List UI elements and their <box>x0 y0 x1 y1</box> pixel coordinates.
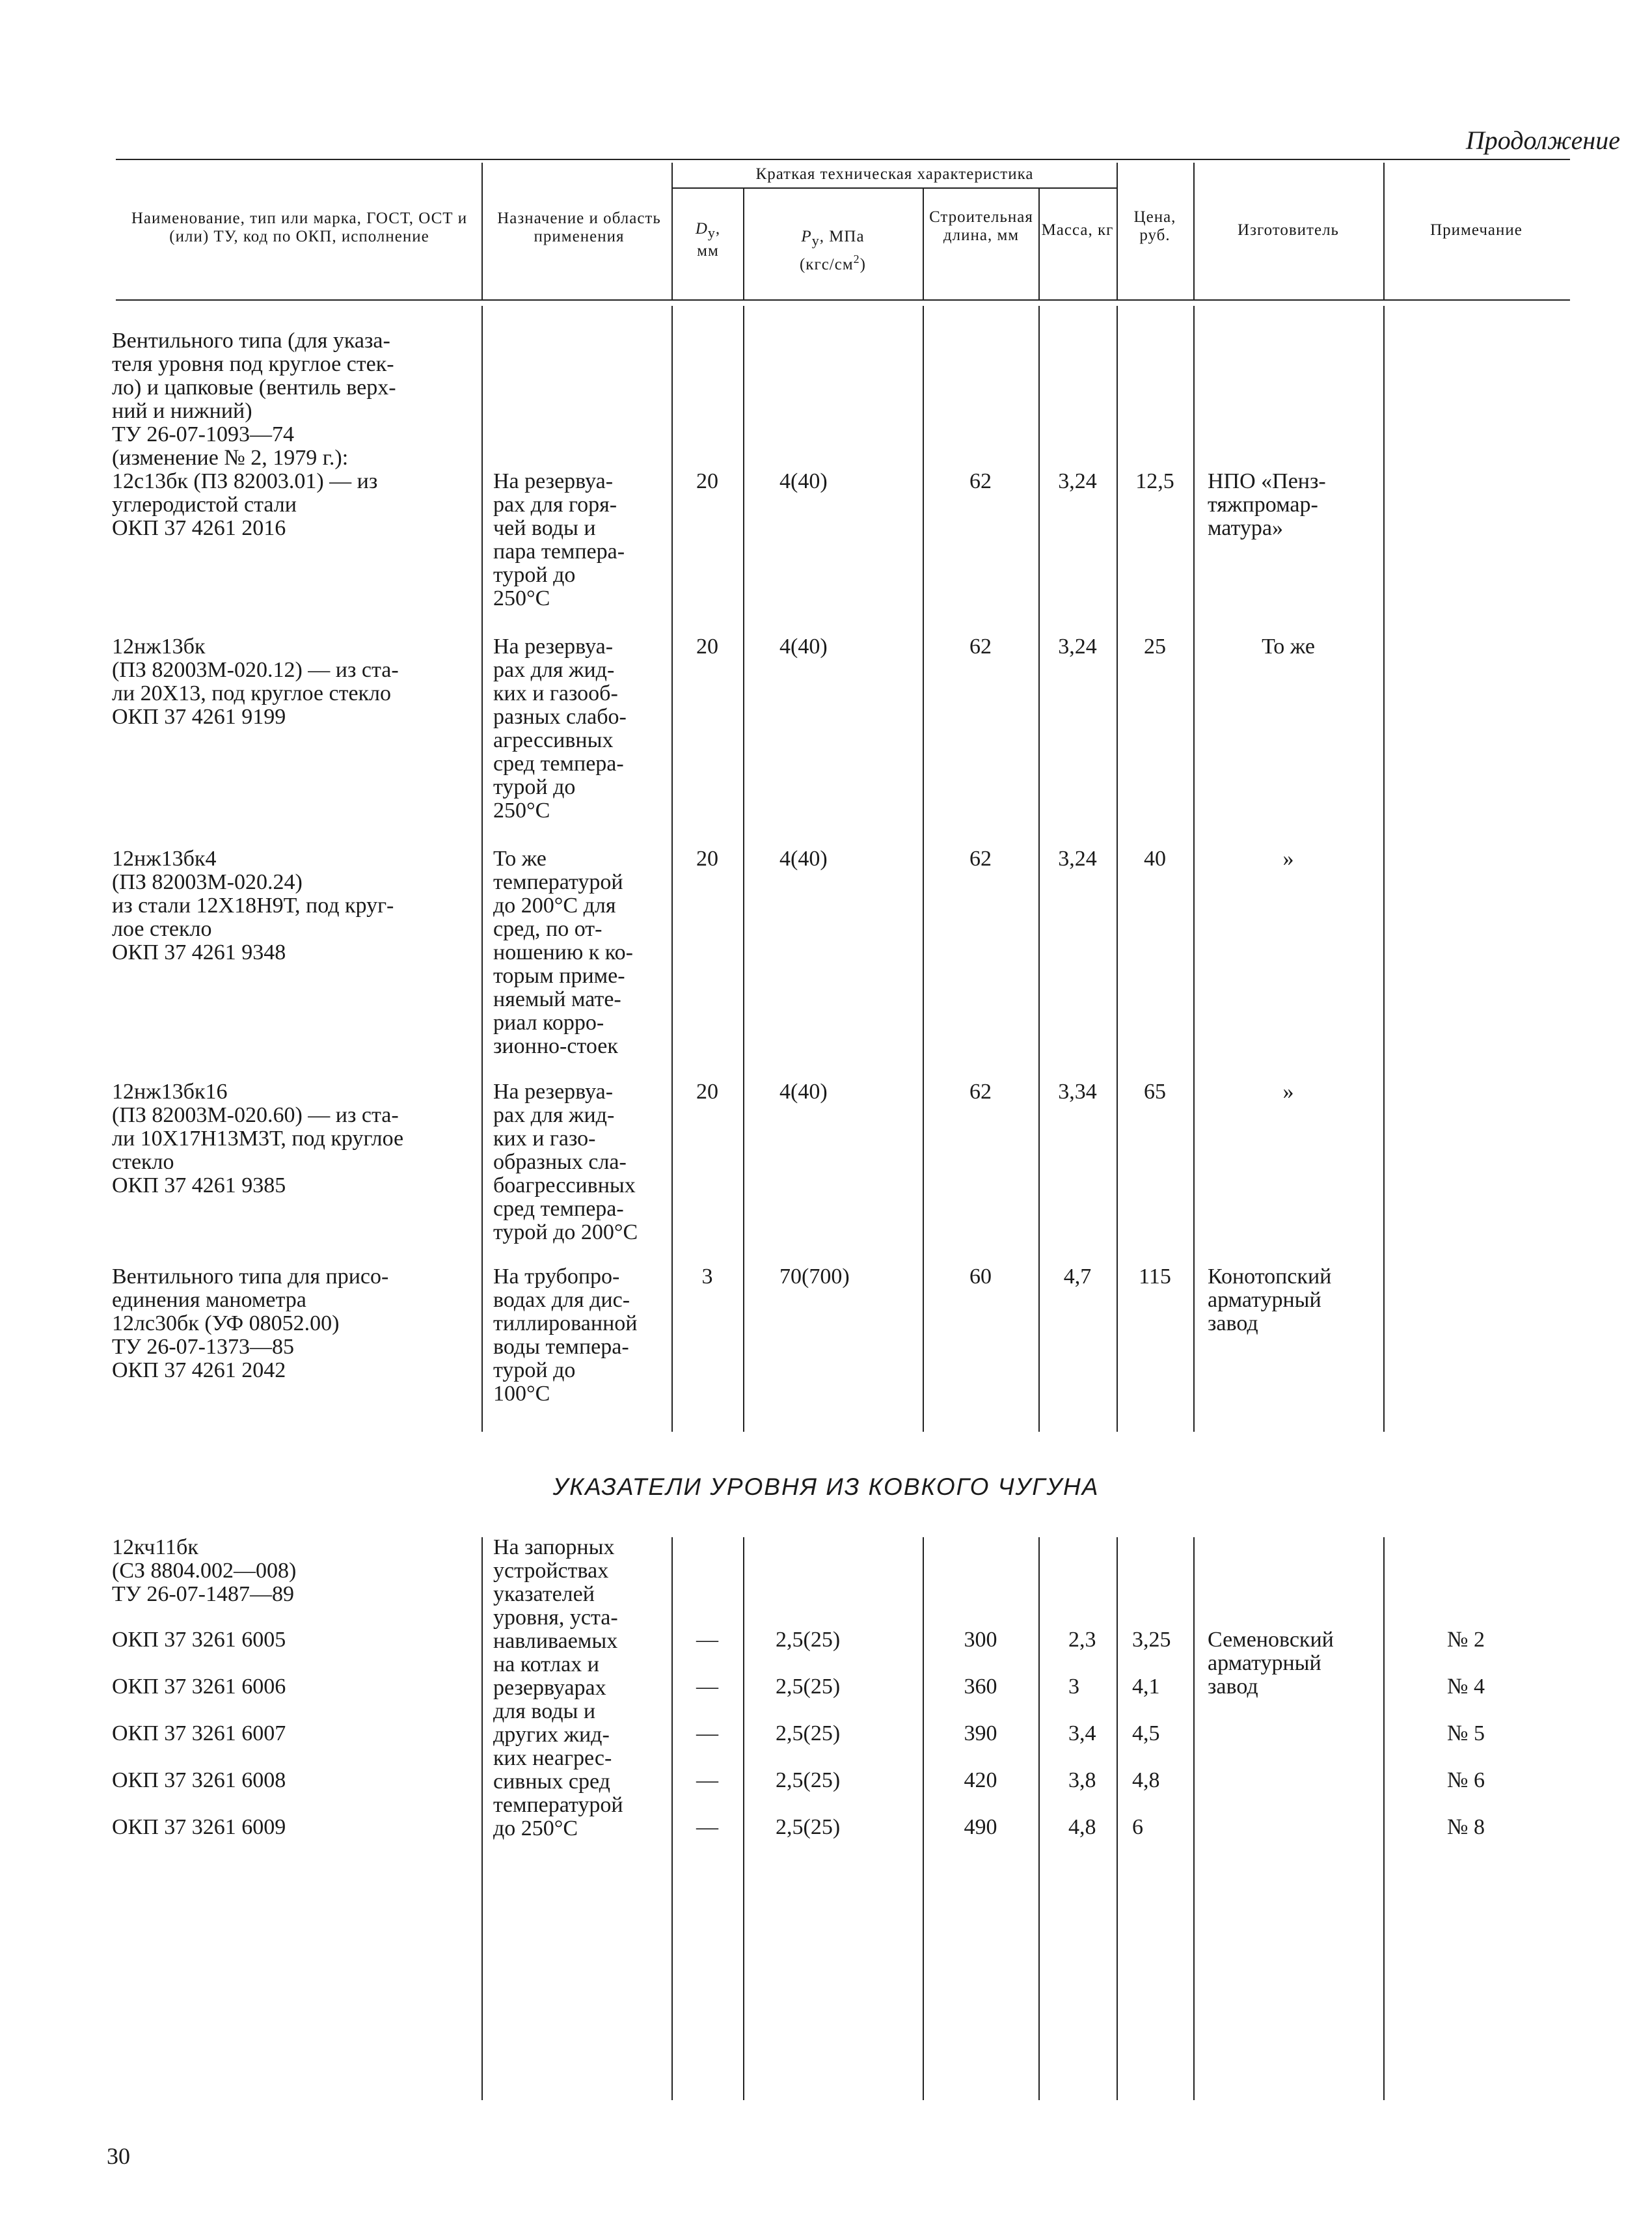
row-price: 4,1 <box>1132 1675 1160 1699</box>
row-code: ОКП 37 3261 6006 <box>112 1675 286 1699</box>
row-length: 300 <box>964 1628 997 1652</box>
row-dy: — <box>696 1721 718 1745</box>
row-maker: То же <box>1262 635 1315 659</box>
row-mass: 3 <box>1068 1675 1079 1699</box>
row-py: 2,5(25) <box>776 1628 841 1652</box>
header-mass: Масса, кг <box>1041 221 1114 239</box>
section2-purpose: На запорных устройствах указателей уровня, уста- навливаемых на котлах и резервуарах для воды и других жид- ких неагрес- сивных сред температурой до 250°С <box>493 1535 623 1840</box>
row-purpose: На резервуа- рах для жид- ких и газооб- разных слабо- агрессивных сред темпера- турой до 250°С <box>493 635 627 823</box>
row-name: 12нж13бк16 (ПЗ 82003М-020.60) — из ста- ли 10Х17Н13М3Т, под круглое стекло ОКП 37 4261 9385 <box>112 1080 404 1197</box>
row-py: 4(40) <box>779 469 828 493</box>
row-dy: — <box>696 1675 718 1699</box>
row-price: 12,5 <box>1135 469 1174 493</box>
row-length: 60 <box>969 1265 992 1289</box>
row-length: 420 <box>964 1768 997 1792</box>
row-mass: 3,24 <box>1058 635 1097 659</box>
row-code: ОКП 37 3261 6005 <box>112 1628 286 1652</box>
row-dy: — <box>696 1628 718 1652</box>
header-purpose: Назначение и область применения <box>497 210 661 245</box>
header-tech-group: Краткая техническая характеристика <box>755 165 1034 183</box>
row-mass: 3,4 <box>1068 1721 1096 1745</box>
page-number: 30 <box>107 2143 130 2169</box>
row-code: ОКП 37 3261 6008 <box>112 1768 286 1792</box>
row-mass: 4,7 <box>1063 1265 1092 1289</box>
section-title: УКАЗАТЕЛИ УРОВНЯ ИЗ КОВКОГО ЧУГУНА <box>552 1473 1100 1500</box>
row-length: 390 <box>964 1721 997 1745</box>
row-purpose: На резервуа- рах для горя- чей воды и пара темпера- турой до 250°С <box>493 469 625 610</box>
header-dy: Dу, мм <box>695 220 721 260</box>
row-note: № 5 <box>1447 1721 1485 1745</box>
row-dy: 20 <box>696 847 718 871</box>
row-length: 360 <box>964 1675 997 1699</box>
header-length: Строительная длина, мм <box>929 208 1033 244</box>
row-maker: » <box>1282 1080 1294 1104</box>
row-length: 62 <box>969 1080 992 1104</box>
row-dy: 3 <box>701 1265 713 1289</box>
row-mass: 2,3 <box>1068 1628 1096 1652</box>
row-price: 6 <box>1132 1815 1143 1839</box>
row-purpose: То же температурой до 200°С для сред, по от- ношению к ко- торым приме- няемый мате- риал корро- зионно-стоек <box>493 847 633 1058</box>
row-py: 2,5(25) <box>776 1675 841 1699</box>
row-name: 12нж13бк (ПЗ 82003М-020.12) — из ста- ли 20Х13, под круглое стекло ОКП 37 4261 9199 <box>112 635 399 729</box>
row-code: ОКП 37 3261 6009 <box>112 1815 286 1839</box>
row-py: 2,5(25) <box>776 1768 841 1792</box>
row-length: 490 <box>964 1815 997 1839</box>
row-py: 4(40) <box>779 847 828 871</box>
row-mass: 4,8 <box>1068 1815 1096 1839</box>
row-mass: 3,24 <box>1058 847 1097 871</box>
row-py: 2,5(25) <box>776 1815 841 1839</box>
row-code: ОКП 37 3261 6007 <box>112 1721 286 1745</box>
continuation-label: Продолжение <box>1465 126 1620 155</box>
row-price: 4,5 <box>1132 1721 1160 1745</box>
row-length: 62 <box>969 635 992 659</box>
row-note: № 6 <box>1447 1768 1485 1792</box>
row-price: 40 <box>1144 847 1166 871</box>
header-note: Примечание <box>1430 221 1523 239</box>
row-price: 4,8 <box>1132 1768 1160 1792</box>
row-name: Вентильного типа для присо- единения манометра 12лс30бк (УФ 08052.00) ТУ 26-07-1373—85 ОКП 37 4261 2042 <box>112 1265 389 1382</box>
row-purpose: На трубопро- водах для дис- тиллированной воды темпера- турой до 100°С <box>493 1265 638 1406</box>
section2-maker: Семеновский арматурный завод <box>1208 1628 1334 1699</box>
row-price: 115 <box>1139 1265 1171 1289</box>
row-note: № 8 <box>1447 1815 1485 1839</box>
row-purpose: На резервуа- рах для жид- ких и газо- образных сла- боагрессивных сред темпера- турой до 200°С <box>493 1080 638 1244</box>
row-length: 62 <box>969 847 992 871</box>
row-dy: — <box>696 1815 718 1839</box>
section2-name-head: 12кч11бк (СЗ 8804.002—008) ТУ 26-07-1487—89 <box>112 1535 297 1606</box>
row-price: 65 <box>1144 1080 1166 1104</box>
row-py: 4(40) <box>779 635 828 659</box>
row-mass: 3,24 <box>1058 469 1097 493</box>
row-dy: 20 <box>696 1080 718 1104</box>
row-mass: 3,34 <box>1058 1080 1097 1104</box>
row-dy: 20 <box>696 469 718 493</box>
row-py: 70(700) <box>779 1265 850 1289</box>
row-note: № 2 <box>1447 1628 1485 1652</box>
header-py: Pу, МПа $(кгс/см^2)$ <box>799 228 866 273</box>
row-name: Вентильного типа (для указа- теля уровня под круглое стек- ло) и цапковые (вентиль верх- ний и нижний) ТУ 26-07-1093—74 (изменение № 2, 1979 г.): 12с13бк (ПЗ 82003.01) — из углеродистой стали ОКП 37 4261 2016 <box>112 329 396 540</box>
row-price: 25 <box>1144 635 1166 659</box>
row-maker: » <box>1282 847 1294 871</box>
header-name: Наименование, тип или марка, ГОСТ, ОСТ и (или) ТУ, код по ОКП, исполнение <box>131 210 468 245</box>
row-py: 4(40) <box>779 1080 828 1104</box>
header-maker: Изготовитель <box>1238 221 1339 239</box>
row-maker: НПО «Пенз- тяжпромар- матура» <box>1208 469 1326 540</box>
row-maker: Конотопский арматурный завод <box>1208 1265 1332 1335</box>
row-mass: 3,8 <box>1068 1768 1096 1792</box>
row-dy: — <box>696 1768 718 1792</box>
row-price: 3,25 <box>1132 1628 1171 1652</box>
row-py: 2,5(25) <box>776 1721 841 1745</box>
row-note: № 4 <box>1447 1675 1485 1699</box>
row-length: 62 <box>969 469 992 493</box>
row-dy: 20 <box>696 635 718 659</box>
row-name: 12нж13бк4 (ПЗ 82003М-020.24) из стали 12Х18Н9Т, под круг- лое стекло ОКП 37 4261 9348 <box>112 847 394 964</box>
header-price: Цена, руб. <box>1133 208 1176 244</box>
